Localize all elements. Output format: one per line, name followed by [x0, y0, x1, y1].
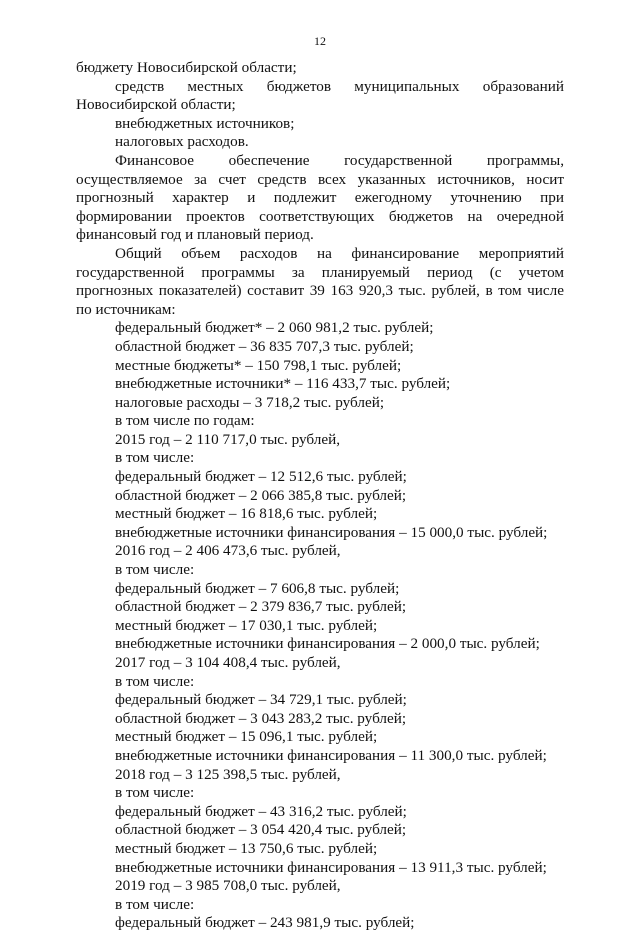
list-item: областной бюджет – 2 379 836,7 тыс. рублей;: [115, 598, 407, 616]
list-item: областной бюджет – 2 066 385,8 тыс. рублей;: [115, 486, 407, 504]
list-item: местный бюджет – 13 750,6 тыс. рублей;: [115, 839, 378, 857]
list-item: местный бюджет – 15 096,1 тыс. рублей;: [115, 728, 378, 746]
list-item: областной бюджет – 36 835 707,3 тыс. рублей;: [115, 337, 414, 355]
paragraph-financing-note: Финансовое обеспечение государственной программы, осуществляемое за счет средств всех указанных источников, носит прогнозный характер и подлежит ежегодному уточнению при формировании проектов соответствующих бюджетов на очередной финансовый год и плановый период.: [76, 151, 564, 244]
list-item: в том числе:: [115, 561, 195, 579]
list-item: федеральный бюджет – 34 729,1 тыс. рублей;: [115, 691, 407, 709]
list-item: федеральный бюджет* – 2 060 981,2 тыс. рублей;: [115, 319, 434, 337]
document-body: [76, 59, 564, 933]
year-2017-total: 2017 год – 3 104 408,4 тыс. рублей,: [115, 654, 341, 671]
page-number: 12: [314, 34, 326, 48]
list-item: внебюджетные источники финансирования – 15 000,0 тыс. рублей;: [115, 523, 548, 541]
year-2018-total: 2018 год – 3 125 398,5 тыс. рублей,: [115, 765, 341, 783]
list-item: федеральный бюджет – 43 316,2 тыс. рублей;: [115, 802, 407, 820]
list-item: в том числе:: [115, 449, 195, 467]
paragraph-total-expenses: Общий объем расходов на финансирование мероприятий государственной программы за планируемый период (с учетом прогнозных показателей) составит 39 163 920,3 тыс. рублей, в том числе по источникам:: [76, 244, 564, 318]
list-item: внебюджетные источники* – 116 433,7 тыс. рублей;: [115, 375, 451, 393]
list-item: федеральный бюджет – 12 512,6 тыс. рублей;: [115, 468, 407, 486]
paragraph-tax-expenses: налоговых расходов.: [115, 133, 249, 151]
paragraph-extrabudgetary: внебюджетных источников;: [115, 114, 295, 132]
paragraph-budget-region: бюджету Новосибирской области;: [76, 59, 297, 76]
list-item: местный бюджет – 17 030,1 тыс. рублей;: [115, 616, 378, 634]
list-item: налоговые расходы – 3 718,2 тыс. рублей;: [115, 393, 385, 411]
list-item: федеральный бюджет – 243 981,9 тыс. рублей;: [115, 914, 415, 932]
list-item: внебюджетные источники финансирования – 2 000,0 тыс. рублей;: [115, 635, 540, 653]
list-item: в том числе:: [115, 895, 195, 913]
year-2019-total: 2019 год – 3 985 708,0 тыс. рублей,: [115, 877, 341, 895]
list-item: в том числе по годам:: [115, 412, 255, 430]
list-item: в том числе:: [115, 784, 195, 802]
list-item: внебюджетные источники финансирования – 13 911,3 тыс. рублей;: [115, 858, 547, 876]
paragraph-local-budgets: средств местных бюджетов муниципальных образований Новосибирской области;: [76, 77, 564, 114]
year-2016-total: 2016 год – 2 406 473,6 тыс. рублей,: [115, 542, 341, 560]
list-item: местные бюджеты* – 150 798,1 тыс. рублей;: [115, 356, 402, 374]
list-item: внебюджетные источники финансирования – 11 300,0 тыс. рублей;: [115, 746, 547, 764]
list-item: федеральный бюджет – 7 606,8 тыс. рублей;: [115, 579, 400, 597]
list-item: местный бюджет – 16 818,6 тыс. рублей;: [115, 505, 378, 523]
year-2015-total: 2015 год – 2 110 717,0 тыс. рублей,: [115, 430, 341, 448]
list-item: в том числе:: [115, 672, 195, 690]
list-item: областной бюджет – 3 054 420,4 тыс. рублей;: [115, 821, 407, 839]
list-item: областной бюджет – 3 043 283,2 тыс. рублей;: [115, 709, 407, 727]
